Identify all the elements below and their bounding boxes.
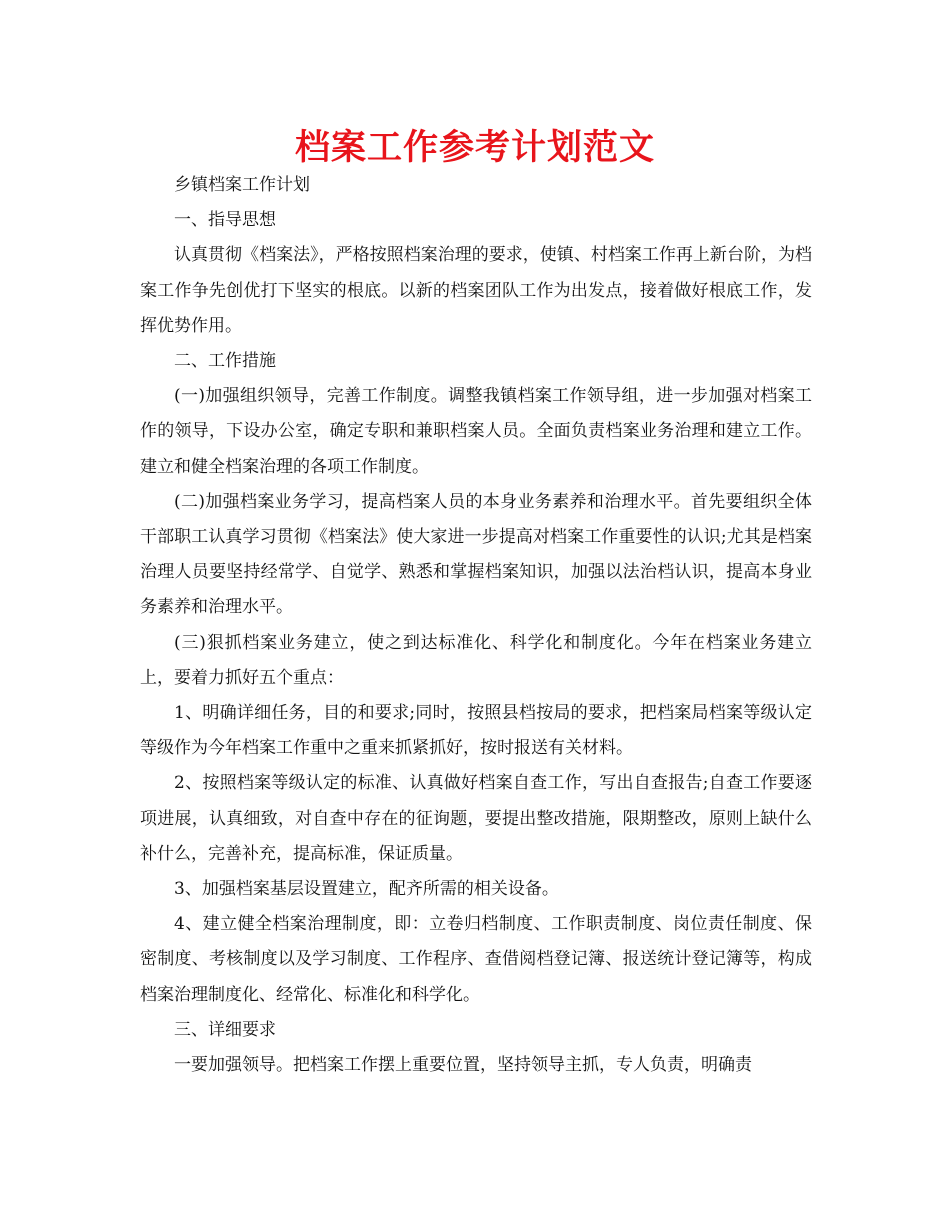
paragraph-measure-2: (二)加强档案业务学习，提高档案人员的本身业务素养和治理水平。首先要组织全体干部职工认真学习贯彻《档案法》使大家进一步提高对档案工作重要性的认识;尤其是档案治理人员要坚持经常学、自觉学、熟悉和掌握档案知识，加强以法治档认识，提高本身业务素养和治理水平。 bbox=[140, 491, 812, 618]
document-body bbox=[140, 168, 812, 1083]
paragraph-point-4: 4、建立健全档案治理制度，即：立卷归档制度、工作职责制度、岗位责任制度、保密制度、考核制度以及学习制度、工作程序、查借阅档登记簿、报送统计登记簿等，构成档案治理制度化、经常化、标准化和科学化。 bbox=[140, 914, 812, 1005]
paragraph-measure-1: (一)加强组织领导，完善工作制度。调整我镇档案工作领导组，进一步加强对档案工作的领导，下设办公室，确定专职和兼职档案人员。全面负责档案业务治理和建立工作。建立和健全档案治理的各项工作制度。 bbox=[140, 386, 812, 477]
document-title: 档案工作参考计划范文 bbox=[294, 128, 655, 168]
paragraph-point-1: 1、明确详细任务，目的和要求;同时，按照县档按局的要求，把档案局档案等级认定等级作为今年档案工作重中之重来抓紧抓好，按时报送有关材料。 bbox=[140, 703, 812, 759]
paragraph-requirement-1: 一要加强领导。把档案工作摆上重要位置，坚持领导主抓，专人负责，明确责 bbox=[174, 1055, 752, 1076]
paragraph-point-3: 3、加强档案基层设置建立，配齐所需的相关设备。 bbox=[174, 879, 559, 900]
paragraph-subtitle: 乡镇档案工作计划 bbox=[174, 175, 310, 195]
paragraph-measure-3: (三)狠抓档案业务建立，使之到达标准化、科学化和制度化。今年在档案业务建立上，要着力抓好五个重点： bbox=[140, 632, 812, 688]
heading-work-measures: 二、工作措施 bbox=[174, 351, 276, 372]
paragraph-guiding-thought: 认真贯彻《档案法》，严格按照档案治理的要求，使镇、村档案工作再上新台阶，为档案工作争先创优打下坚实的根底。以新的档案团队工作为出发点，接着做好根底工作，发挥优势作用。 bbox=[140, 245, 812, 336]
heading-detailed-requirements: 三、详细要求 bbox=[174, 1019, 276, 1040]
paragraph-point-2: 2、按照档案等级认定的标准、认真做好档案自查工作，写出自查报告;自查工作要逐项进展，认真细致，对自查中存在的征询题，要提出整改措施，限期整改，原则上缺什么补什么，完善补充，提高标准，保证质量。 bbox=[140, 773, 812, 864]
heading-guiding-thought: 一、指导思想 bbox=[174, 210, 276, 231]
